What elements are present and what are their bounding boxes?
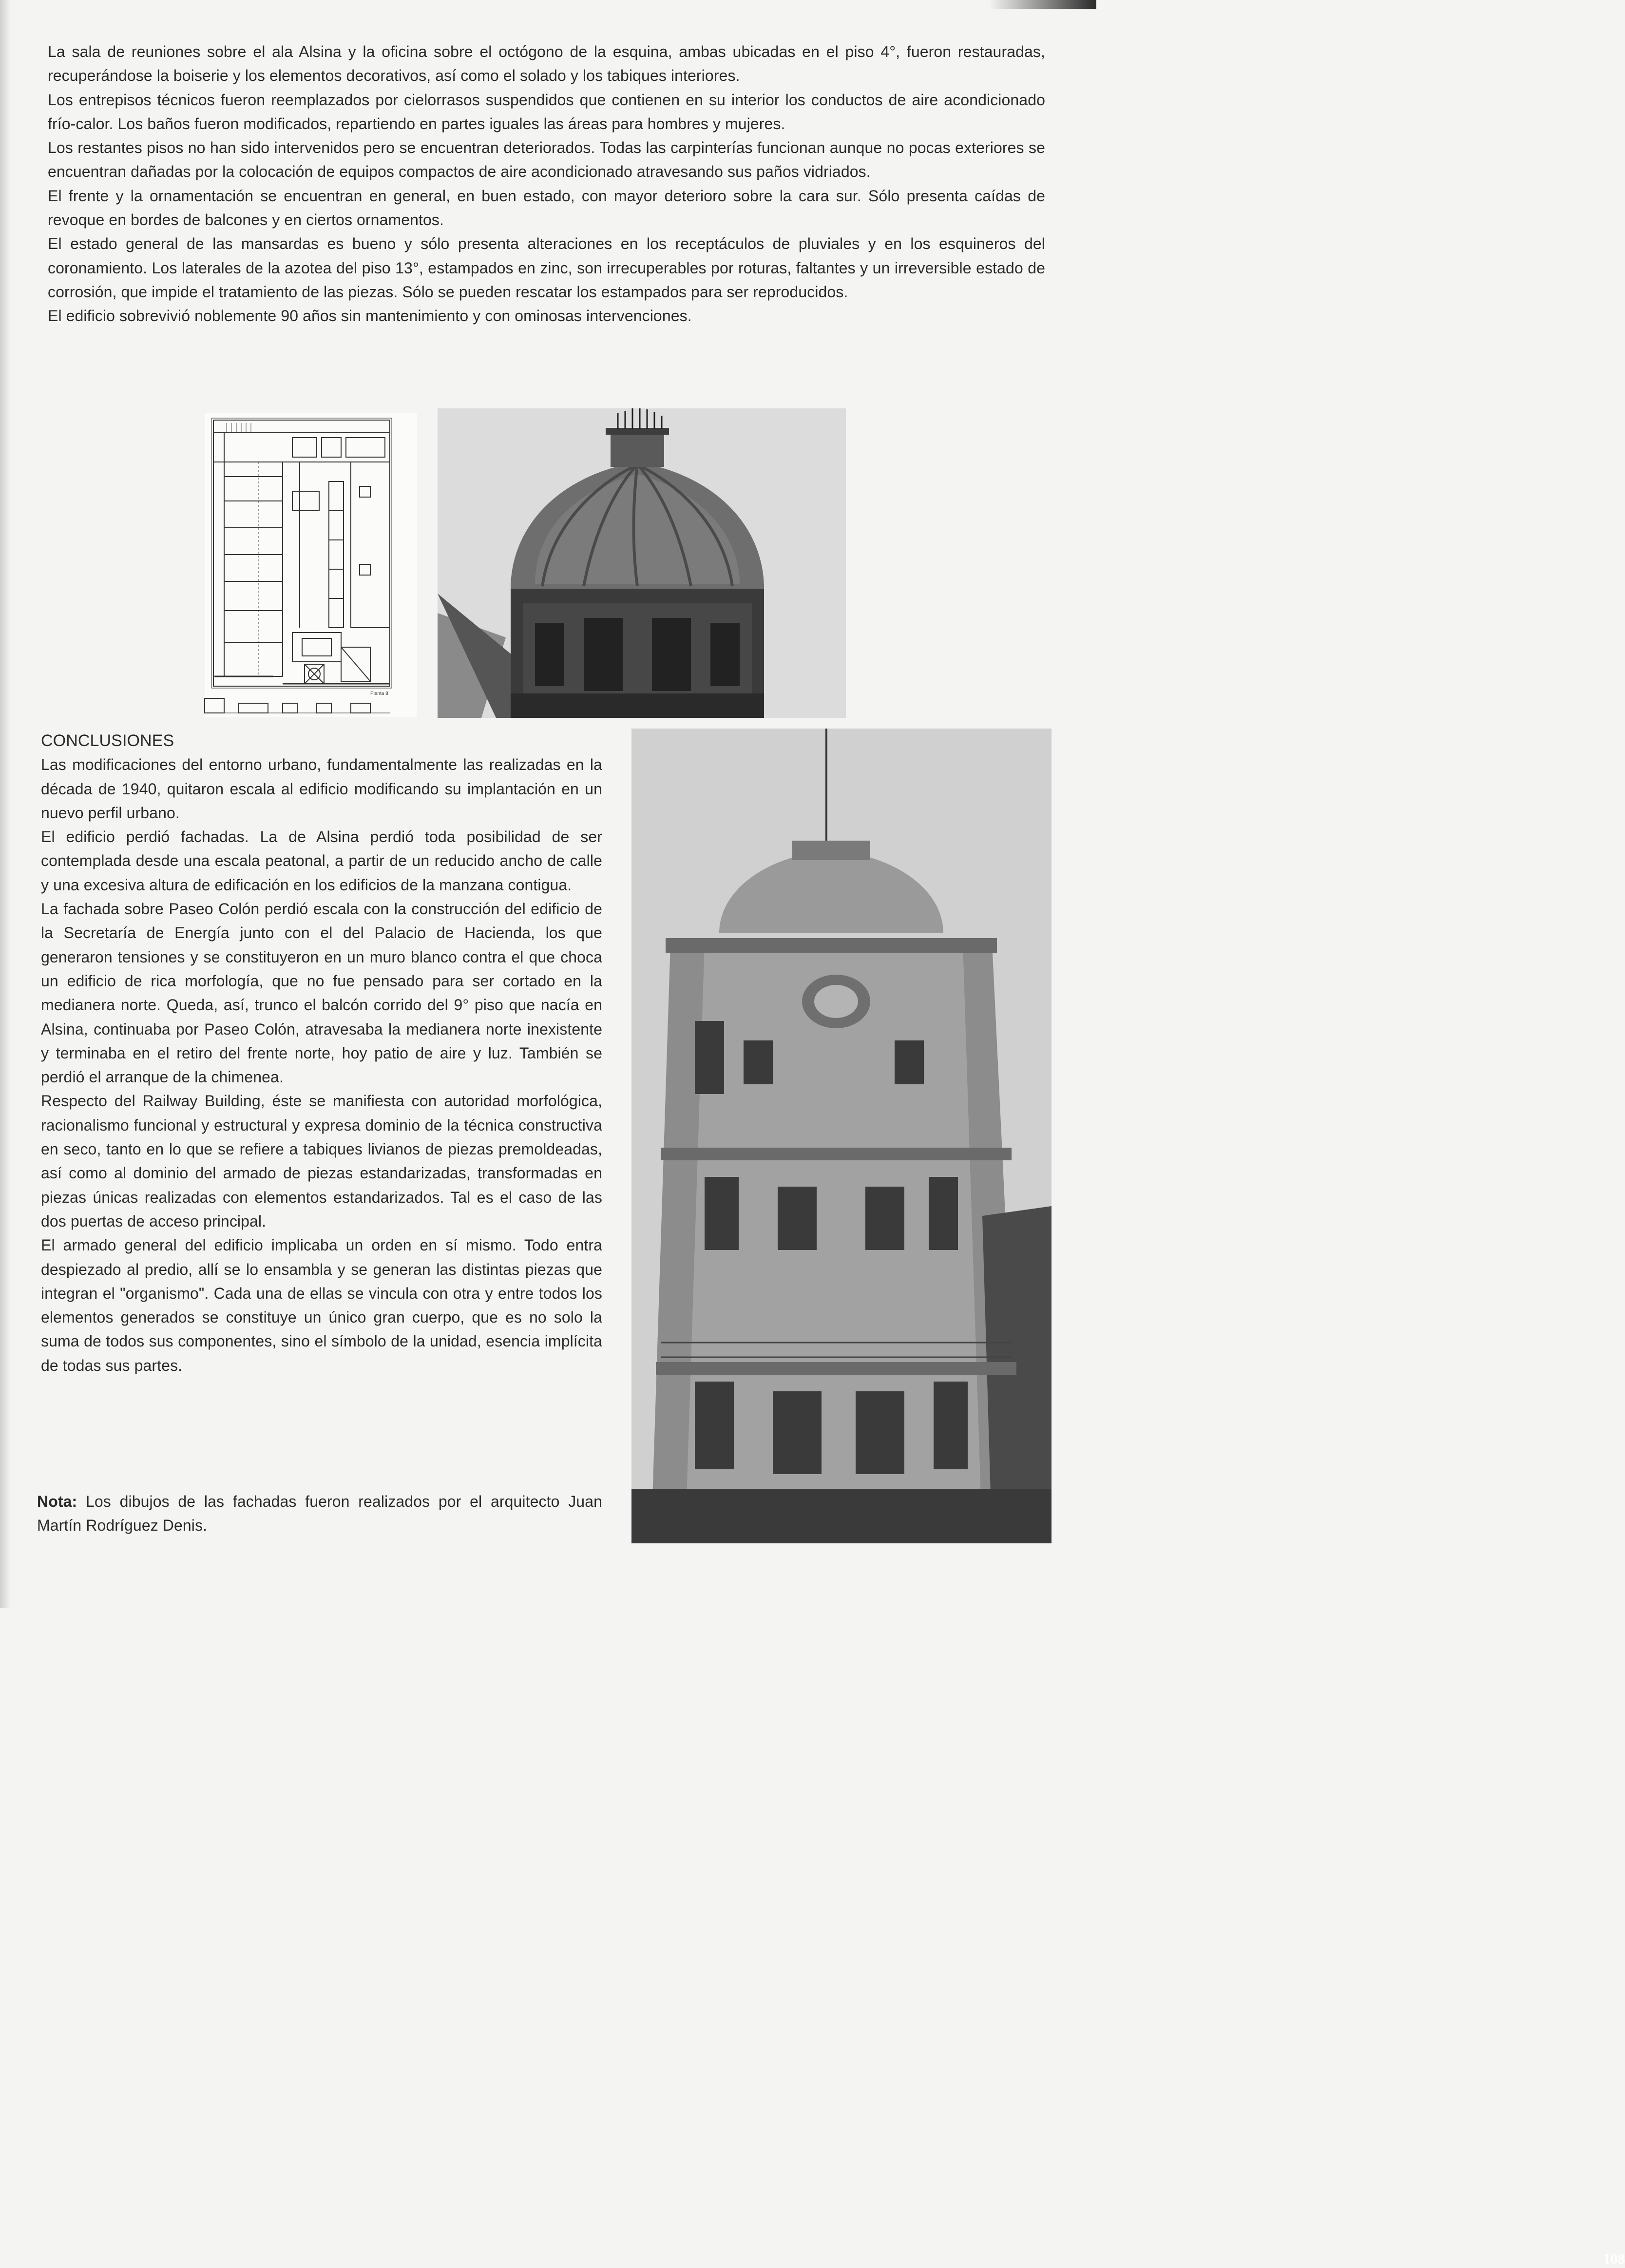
page-corner-shadow xyxy=(989,0,1096,9)
dome-photo xyxy=(438,408,846,718)
floor-plan-label: Planta 8 xyxy=(370,691,388,696)
paragraph: Respecto del Railway Building, éste se manifiesta con autoridad morfológica, racionalismo funcional y estructural y expresa dominio de la técnica constructiva en seco, tanto en lo que se refiere a tabiques livianos de piezas premoldeadas, así como al dominio del armado de piezas estandarizadas, transformadas en piezas únicas realizadas con elementos estandarizados. Tal es el caso de las dos puertas de acceso principal. xyxy=(41,1092,602,1230)
note-label: Nota: xyxy=(37,1493,77,1510)
note-text: Los dibujos de las fachadas fueron realizados por el arquitecto Juan Martín Rodríguez Denis. xyxy=(37,1493,602,1535)
paragraph: El armado general del edificio implicaba un orden en sí mismo. Todo entra despiezado al predio, allí se lo ensambla y se generan las distintas piezas que integran el "organismo". Cada una de ellas se vincula con otra y entre todos los elementos generados se constituye un único gran cuerpo, que es no solo la suma de todos sus componentes, sino el símbolo de la unidad, esencia implícita de todas sus partes. xyxy=(41,1236,602,1374)
body-text xyxy=(48,40,1045,328)
dome-photo-svg xyxy=(438,408,846,718)
page-number: 108 xyxy=(1603,2251,1625,2267)
tower-photo xyxy=(631,729,1625,2267)
paragraph: Los entrepisos técnicos fueron reemplazados por cielorrasos suspendidos que contienen en su interior los conductos de aire acondicionado frío-calor. Los baños fueron modificados, repartiendo en partes iguales las áreas para hombres y mujeres. xyxy=(48,91,1045,133)
book-spine-shadow xyxy=(0,0,11,1608)
paragraph: Los restantes pisos no han sido intervenidos pero se encuentran deteriorados. Todas las carpinterías funcionan aunque no pocas exteriores se encuentran dañadas por la colocación de equipos compactos de aire acondicionado atravesando sus paños vidriados. xyxy=(48,139,1045,181)
paragraph: Las modificaciones del entorno urbano, fundamentalmente las realizadas en la década de 1940, quitaron escala al edificio modificando su implantación en un nuevo perfil urbano. xyxy=(41,756,602,822)
floor-plan-drawing xyxy=(205,413,417,717)
note xyxy=(37,1490,602,1538)
conclusions-section xyxy=(41,729,602,1378)
paragraph: El estado general de las mansardas es bueno y sólo presenta alteraciones en los receptáculos de pluviales y en los esquineros del coronamiento. Los laterales de la azotea del piso 13°, estampados en zinc, son irrecuperables por roturas, faltantes y un irreversible estado de corrosión, que impide el tratamiento de las piezas. Sólo se pueden rescatar los estampados para ser reproducidos. xyxy=(48,235,1045,301)
paragraph: La fachada sobre Paseo Colón perdió escala con la construcción del edificio de la Secretaría de Energía junto con el del Palacio de Hacienda, los que generaron tensiones y se constituyeron en un muro blanco contra el que choca un edificio de rica morfología, que no fue pensado para ser cortado en la medianera norte. Queda, así, trunco el balcón corrido del 9° piso que nacía en Alsina, continuaba por Paseo Colón, atravesaba la medianera norte inexistente y terminaba en el retiro del frente norte, hoy patio de aire y luz. También se perdió el arranque de la chimenea. xyxy=(41,900,602,1086)
paragraph: El edificio sobrevivió noblemente 90 años sin mantenimiento y con ominosas intervenciones. xyxy=(48,307,692,325)
floor-plan-svg xyxy=(205,413,417,717)
paragraph: El frente y la ornamentación se encuentran en general, en buen estado, con mayor deterioro sobre la cara sur. Sólo presenta caídas de revoque en bordes de balcones y en ciertos ornamentos. xyxy=(48,187,1045,229)
paragraph: La sala de reuniones sobre el ala Alsina y la oficina sobre el octógono de la esquina, ambas ubicadas en el piso 4°, fueron restauradas, recuperándose la boiserie y los elementos decorativos, así como el solado y los tabiques interiores. xyxy=(48,43,1045,85)
section-heading: CONCLUSIONES xyxy=(41,731,174,750)
tower-photo-svg xyxy=(631,729,1051,1543)
paragraph: El edificio perdió fachadas. La de Alsina perdió toda posibilidad de ser contemplada desde una escala peatonal, a partir de un reducido ancho de calle y una excesiva altura de edificación en los edificios de la manzana contigua. xyxy=(41,828,602,894)
